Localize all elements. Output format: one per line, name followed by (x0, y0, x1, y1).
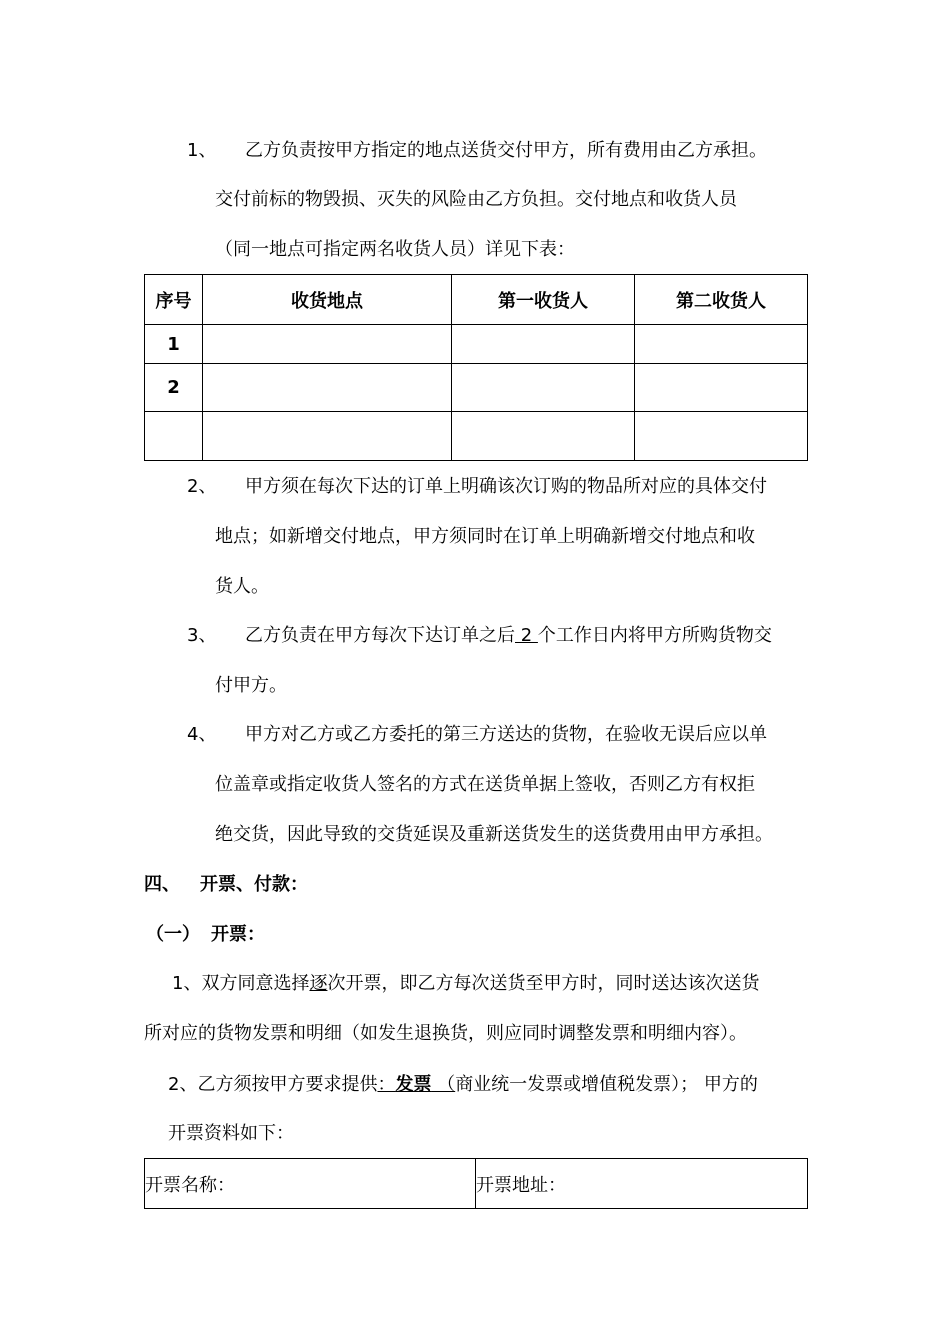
clause-2-line-2: 地点；如新增交付地点，甲方须同时在订单上明确新增交付地点和收 (215, 526, 755, 547)
table-header-row (145, 275, 808, 325)
section-4-title: 开票、付款： (200, 874, 308, 895)
row-3-seq (145, 412, 203, 461)
clause-4-line-3: 绝交货，因此导致的交货延误及重新送货发生的送货费用由甲方承担。 (215, 824, 773, 845)
clause-3-days: 2 (515, 625, 538, 646)
table-row (145, 325, 808, 364)
row-1-seq: 1 (145, 325, 203, 364)
clause-4-line-2: 位盖章或指定收货人签名的方式在送货单据上签收，否则乙方有权拒 (215, 774, 755, 795)
clause-3-line-1-pre: 乙方负责在甲方每次下达订单之后 (245, 625, 515, 646)
invoice-2-line-2: 开票资料如下： (168, 1123, 294, 1144)
delivery-table (144, 274, 808, 461)
subsection-1-title: 开票： (211, 924, 265, 945)
row-1-first-receiver (452, 325, 635, 364)
row-2-seq: 2 (145, 364, 203, 412)
clause-2-line-3: 货人。 (215, 576, 269, 597)
row-3-second-receiver (635, 412, 808, 461)
clause-3-line-1-post: 个工作日内将甲方所购货物交 (537, 625, 772, 646)
invoice-1-line-2: 所对应的货物发票和明细（如发生退换货，则应同时调整发票和明细内容）。 (144, 1023, 747, 1044)
invoice-name-label: 开票名称： (145, 1159, 476, 1209)
invoice-2-type: 发票 (395, 1074, 432, 1095)
invoice-2-paren: （ (431, 1074, 456, 1095)
clause-2-line-1: 甲方须在每次下达的订单上明确该次订购的物品所对应的具体交付 (245, 476, 767, 497)
row-1-second-receiver (635, 325, 808, 364)
invoice-2-pre: 2、乙方须按甲方要求提供 (168, 1074, 378, 1095)
clause-4-number: 4、 (187, 724, 217, 745)
header-seq: 序号 (145, 275, 203, 325)
row-3-location (203, 412, 452, 461)
clause-3-number: 3、 (187, 625, 217, 646)
clause-1-line-3: （同一地点可指定两名收货人员）详见下表： (215, 239, 575, 260)
clause-3-line-2: 付甲方。 (215, 675, 287, 696)
header-location: 收货地点 (203, 275, 452, 325)
section-4-number: 四、 (144, 874, 180, 895)
invoice-1-underlined: 逐 (309, 973, 328, 994)
invoice-info-table (144, 1158, 808, 1209)
subsection-1-number: （一） (146, 924, 200, 945)
clause-1-number: 1、 (187, 140, 217, 161)
invoice-1-line-1 (172, 972, 759, 996)
clause-1-line-1: 乙方负责按甲方指定的地点送货交付甲方，所有费用由乙方承担。 (245, 140, 767, 161)
row-1-location (203, 325, 452, 364)
row-3-first-receiver (452, 412, 635, 461)
row-2-second-receiver (635, 364, 808, 412)
table-row (145, 1159, 808, 1209)
clause-1-line-2: 交付前标的物毁损、灭失的风险由乙方负担。交付地点和收货人员 (215, 189, 737, 210)
clause-3-line-1 (245, 624, 772, 648)
invoice-1-pre: 1、双方同意选择 (172, 973, 310, 994)
row-2-first-receiver (452, 364, 635, 412)
invoice-2-post: 商业统一发票或增值税发票）； 甲方的 (455, 1074, 758, 1095)
table-row (145, 364, 808, 412)
header-first-receiver: 第一收货人 (452, 275, 635, 325)
row-2-location (203, 364, 452, 412)
header-second-receiver: 第二收货人 (635, 275, 808, 325)
invoice-address-label: 开票地址： (476, 1159, 808, 1209)
clause-2-number: 2、 (187, 476, 217, 497)
invoice-2-line-1 (168, 1073, 758, 1097)
table-row (145, 412, 808, 461)
clause-4-line-1: 甲方对乙方或乙方委托的第三方送达的货物，在验收无误后应以单 (245, 724, 767, 745)
invoice-1-post: 次开票，即乙方每次送货至甲方时，同时送达该次送货 (327, 973, 760, 994)
invoice-2-colon: ： (377, 1074, 396, 1095)
